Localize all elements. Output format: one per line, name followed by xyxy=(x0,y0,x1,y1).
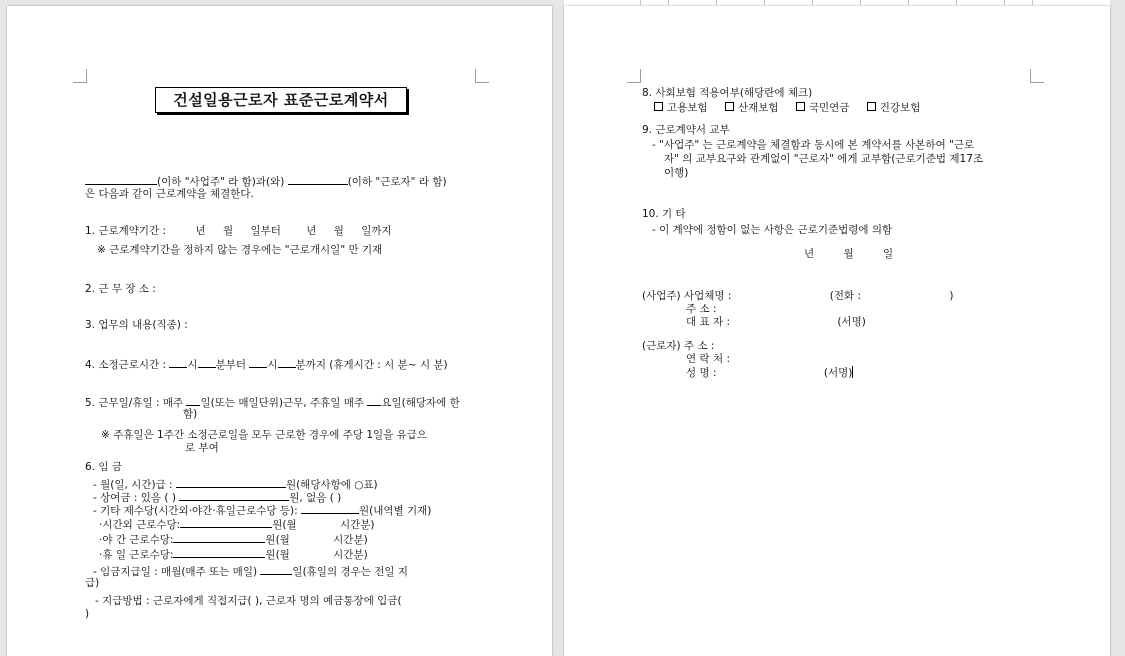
weekly-holiday-note-2: 로 부여 xyxy=(185,442,219,454)
ruler-tick xyxy=(860,0,861,5)
text-cursor xyxy=(852,366,853,378)
delivery-line-1: - "사업주" 는 근로계약을 체결함과 동시에 본 계약서를 사본하여 "근로 xyxy=(652,139,975,151)
section-workplace: 2. 근 무 장 소 : xyxy=(85,283,156,295)
payment-method-line-2: ) xyxy=(85,608,90,620)
employer-address-line: 주 소 : xyxy=(686,303,717,315)
section-wage: 6. 임 금 xyxy=(85,461,122,473)
weekly-holiday-note: ※ 주휴일은 1주간 소정근로일을 모두 근로한 경우에 주당 1일을 유급으 xyxy=(101,429,428,441)
contract-period-note: ※ 근로계약기간을 정하지 않는 경우에는 "근로개시일" 만 기재 xyxy=(97,244,383,256)
payday-line-2: 급) xyxy=(85,577,100,589)
night-allowance-line: ·야 간 근로수당: 원(월 시간분) xyxy=(99,534,368,546)
payday-line: - 임금지급일 : 매월(매주 또는 매일) 일(휴일의 경우는 전일 지 xyxy=(93,566,408,578)
document-page-1[interactable] xyxy=(7,6,552,656)
delivery-line-3: 이행) xyxy=(664,167,689,179)
insurance-options xyxy=(654,102,920,115)
ruler-tick xyxy=(908,0,909,5)
ruler-tick xyxy=(956,0,957,5)
section-social-insurance: 8. 사회보험 적용여부(해당란에 체크) xyxy=(642,87,813,99)
section-working-hours: 4. 소정근로시간 : 시 분부터 시 분까지 (휴게시간 : 시 분~ 시 분) xyxy=(85,359,448,371)
section-contract-delivery: 9. 근로계약서 교부 xyxy=(642,124,730,136)
employer-representative-line: 대 표 자 : (서명) xyxy=(686,316,866,328)
section-workdays: 5. 근무일/휴일 : 매주 일(또는 매일단위)근무, 주휴일 매주 요일(해당자에 한 xyxy=(85,397,460,409)
checkbox[interactable] xyxy=(725,102,734,111)
ruler-tick xyxy=(1004,0,1005,5)
wage-line: - 월(일, 시간)급 : 원(해당사항에 ○표) xyxy=(93,479,378,491)
document-title: 건설일용근로자 표준근로계약서 xyxy=(155,87,407,113)
crop-mark xyxy=(475,69,489,83)
ruler-tick xyxy=(668,0,669,5)
delivery-line-2: 자" 의 교부요구와 관계없이 "근로자" 에게 교부함(근로기준법 제17조 xyxy=(664,153,984,165)
checkbox[interactable] xyxy=(867,102,876,111)
overtime-allowance-line: ·시간외 근로수당: 원(월 시간분) xyxy=(99,519,375,531)
section-contract-period: 1. 근로계약기간 : 년 월 일부터 년 월 일까지 xyxy=(85,225,392,237)
bonus-line: - 상여금 : 있음 ( ) 원, 없음 ( ) xyxy=(93,492,342,504)
section-other: 10. 기 타 xyxy=(642,208,686,220)
worker-name-line: 성 명 : (서명) xyxy=(686,367,853,379)
worker-address-line: (근로자) 주 소 : xyxy=(642,340,715,352)
ruler-tick xyxy=(812,0,813,5)
insurance-option[interactable]: 산재보험 xyxy=(725,102,779,114)
workdays-line-2: 함) xyxy=(183,408,198,420)
intro-line-1: (이하 "사업주" 라 함)과(와) (이하 "근로자" 라 함) xyxy=(85,174,447,189)
other-line-1: - 이 계약에 정함이 없는 사항은 근로기준법령에 의함 xyxy=(652,224,893,236)
holiday-allowance-line: ·휴 일 근로수당: 원(월 시간분) xyxy=(99,549,368,561)
checkbox[interactable] xyxy=(654,102,663,111)
date-line: 년 월 일 xyxy=(804,248,894,260)
insurance-option[interactable]: 국민연금 xyxy=(796,102,850,114)
allowance-line: - 기타 제수당(시간외·야간·휴일근로수당 등): 원(내역별 기재) xyxy=(93,505,432,517)
insurance-option[interactable]: 건강보험 xyxy=(867,102,921,114)
insurance-option[interactable]: 고용보험 xyxy=(654,102,708,114)
employer-company-line: (사업주) 사업체명 : (전화 : ) xyxy=(642,290,954,302)
checkbox[interactable] xyxy=(796,102,805,111)
crop-mark xyxy=(73,69,87,83)
worker-contact-line: 연 락 처 : xyxy=(686,353,730,365)
payment-method-line: - 지급방법 : 근로자에게 직접지급( ), 근로자 명의 예금통장에 입금( xyxy=(95,595,402,607)
ruler-tick xyxy=(764,0,765,5)
intro-line-2: 은 다음과 같이 근로계약을 체결한다. xyxy=(85,188,254,200)
ruler-tick xyxy=(640,0,641,5)
crop-mark xyxy=(627,69,641,83)
section-job-content: 3. 업무의 내용(직종) : xyxy=(85,319,188,331)
ruler-tick xyxy=(1032,0,1033,5)
ruler-tick xyxy=(716,0,717,5)
document-page-2[interactable] xyxy=(564,6,1110,656)
crop-mark xyxy=(1030,69,1044,83)
